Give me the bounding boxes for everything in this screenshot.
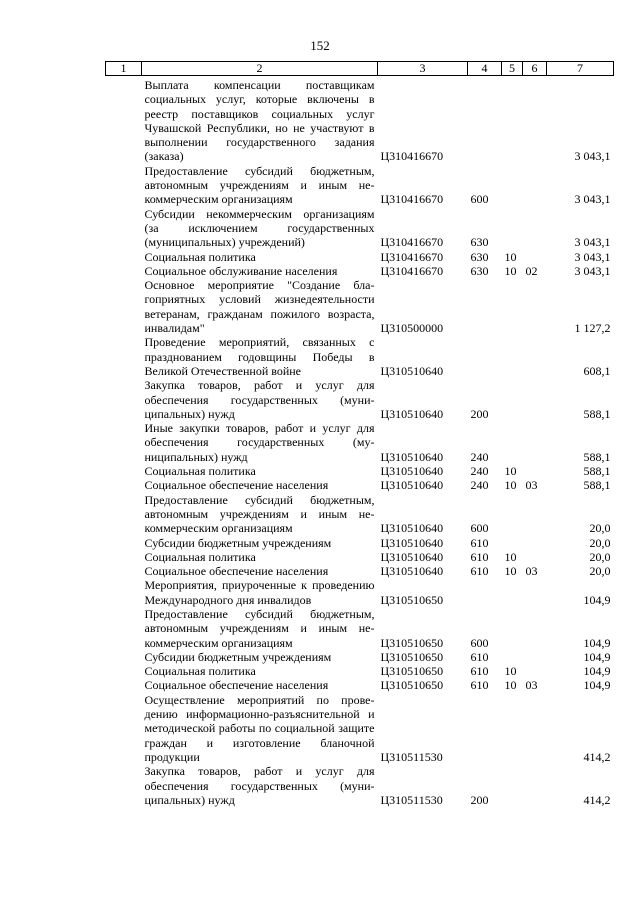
target-article-code: Ц310416670 (380, 149, 444, 164)
expense-type-code (468, 578, 502, 607)
table-row (106, 493, 614, 536)
table-row (106, 278, 614, 335)
target-article-code: Ц310510650 (380, 664, 444, 679)
table-row (106, 536, 614, 550)
item-name: Предоставление субсидий бюджетным, автономным учреждениям и иным некоммерческим организациям (144, 606, 375, 650)
table-row (106, 564, 614, 578)
target-article-code: Ц310511530 (380, 749, 443, 764)
expense-type-code: 200 (470, 406, 489, 421)
expense-type-code: 240 (470, 478, 489, 493)
target-article-code: Ц310510650 (380, 592, 444, 607)
table-row (106, 550, 614, 564)
amount: 20,0 (589, 521, 611, 536)
row-number-cell (106, 678, 142, 692)
target-article-code: Ц310500000 (380, 321, 444, 336)
row-number-cell (106, 693, 142, 764)
section-code (502, 207, 523, 250)
row-number-cell (106, 650, 142, 664)
column-number: 5 (502, 62, 523, 76)
page-number: 152 (310, 38, 330, 53)
target-article-code: Ц310416670 (380, 263, 444, 278)
expense-type-code: 610 (470, 549, 489, 564)
amount: 104,9 (583, 635, 611, 650)
item-name: Субсидии некоммерческим организациям (за исключением государственных (муниципальных) учреждений) (144, 206, 375, 250)
expense-type-code (468, 693, 502, 764)
subsection-code (523, 550, 547, 564)
item-name: Проведение мероприятий, связанных с празднованием годовщины Победы в Великой Отечественной войне (144, 335, 375, 378)
subsection-code (523, 693, 547, 764)
target-article-code: Ц310510640 (380, 464, 444, 479)
row-number-cell (106, 564, 142, 578)
table-row (106, 664, 614, 678)
item-name: Выплата компенсации поставщикам социальных услуг, которые включены в реестр поставщиков социальных услуг Чувашской Республики, но не участвуют в выполнении государственного задания (заказа) (144, 78, 375, 164)
section-code: 10 (504, 263, 517, 278)
expense-type-code: 630 (470, 235, 489, 250)
amount: 414,2 (583, 749, 611, 764)
section-code (502, 607, 523, 650)
item-name: Социальная политика (144, 664, 256, 679)
section-code (502, 335, 523, 378)
row-number-cell (106, 578, 142, 607)
subsection-code: 02 (525, 263, 538, 278)
table-row (106, 678, 614, 692)
section-code: 10 (504, 464, 517, 479)
subsection-code (523, 335, 547, 378)
subsection-code: 03 (525, 678, 538, 693)
expense-type-code: 600 (470, 521, 489, 536)
target-article-code: Ц310510640 (380, 521, 444, 536)
target-article-code: Ц310510640 (380, 564, 444, 579)
subsection-code (523, 278, 547, 335)
target-article-code: Ц310510640 (380, 363, 444, 378)
item-name: Субсидии бюджетным учреждениям (144, 535, 332, 550)
subsection-code (523, 650, 547, 664)
item-name: Мероприятия, приуроченные к проведению Международного дня инвалидов (144, 578, 375, 607)
table-row (106, 207, 614, 250)
item-name: Основное мероприятие "Создание благоприятных условий жизнедеятельности ветеранам, гражданам пожилого возраста, инвалидам" (144, 278, 375, 336)
item-name: Социальная политика (144, 464, 256, 479)
amount: 104,9 (583, 592, 611, 607)
item-name: Социальное обеспечение населения (144, 678, 329, 693)
table-row (106, 478, 614, 492)
section-code (502, 421, 523, 464)
target-article-code: Ц310510640 (380, 449, 444, 464)
expense-type-code (468, 76, 502, 164)
expense-type-code: 600 (470, 635, 489, 650)
item-name: Субсидии бюджетным учреждениям (144, 649, 332, 664)
section-code (502, 764, 523, 807)
subsection-code (523, 164, 547, 207)
section-code: 10 (504, 564, 517, 579)
expense-type-code: 610 (470, 664, 489, 679)
table-row (106, 764, 614, 807)
column-number: 2 (142, 62, 378, 76)
amount: 3 043,1 (574, 235, 611, 250)
table-row (106, 164, 614, 207)
target-article-code: Ц310510640 (380, 549, 444, 564)
item-name: Социальная политика (144, 549, 256, 564)
amount: 608,1 (583, 363, 611, 378)
amount: 20,0 (589, 535, 611, 550)
table-row (106, 335, 614, 378)
item-name: Иные закупки товаров, работ и услуг для обеспечения государственных (муниципальных) нужд (144, 421, 375, 464)
target-article-code: Ц310416670 (380, 249, 444, 264)
amount: 20,0 (589, 564, 611, 579)
item-name: Закупка товаров, работ и услуг для обеспечения государственных (муниципальных) нужд (144, 378, 375, 421)
subsection-code (523, 536, 547, 550)
target-article-code: Ц310510650 (380, 635, 444, 650)
table-row (106, 607, 614, 650)
row-number-cell (106, 378, 142, 421)
expense-type-code: 610 (470, 678, 489, 693)
section-code (502, 493, 523, 536)
item-name: Социальное обеспечение населения (144, 478, 329, 493)
expense-type-code (468, 278, 502, 335)
section-code: 10 (504, 549, 517, 564)
amount: 104,9 (583, 664, 611, 679)
row-number-cell (106, 664, 142, 678)
expense-type-code: 630 (470, 249, 489, 264)
section-code: 10 (504, 664, 517, 679)
expense-type-code: 630 (470, 263, 489, 278)
expense-type-code: 610 (470, 564, 489, 579)
section-code: 10 (504, 678, 517, 693)
item-name: Социальное обеспечение населения (144, 564, 329, 579)
section-code: 10 (504, 249, 517, 264)
section-code (502, 76, 523, 164)
amount: 1 127,2 (574, 321, 611, 336)
column-number: 4 (468, 62, 502, 76)
row-number-cell (106, 607, 142, 650)
table-row (106, 421, 614, 464)
table-row (106, 464, 614, 478)
table-row (106, 693, 614, 764)
subsection-code (523, 578, 547, 607)
expense-type-code: 240 (470, 464, 489, 479)
table-row (106, 264, 614, 278)
section-code (502, 164, 523, 207)
expense-type-code: 610 (470, 535, 489, 550)
row-number-cell (106, 421, 142, 464)
item-name: Предоставление субсидий бюджетным, автономным учреждениям и иным некоммерческим организациям (144, 492, 375, 536)
section-code (502, 693, 523, 764)
target-article-code: Ц310510640 (380, 406, 444, 421)
amount: 414,2 (583, 792, 611, 807)
expense-type-code (468, 335, 502, 378)
target-article-code: Ц310510650 (380, 678, 444, 693)
table-row (106, 378, 614, 421)
budget-table (105, 61, 614, 807)
subsection-code (523, 464, 547, 478)
subsection-code (523, 764, 547, 807)
subsection-code (523, 421, 547, 464)
expense-type-code: 200 (470, 792, 489, 807)
subsection-code (523, 378, 547, 421)
amount: 3 043,1 (574, 263, 611, 278)
column-number: 6 (523, 62, 547, 76)
section-code (502, 650, 523, 664)
subsection-code (523, 76, 547, 164)
row-number-cell (106, 536, 142, 550)
section-code (502, 578, 523, 607)
item-name: Осуществление мероприятий по проведению информационно-разъяснительной и методической работы по социальной защите граждан и изготовление бланочной продукции (144, 692, 375, 764)
target-article-code: Ц310511530 (380, 792, 443, 807)
budget-rows (106, 76, 614, 808)
section-code (502, 378, 523, 421)
target-article-code: Ц310510640 (380, 478, 444, 493)
column-number: 7 (547, 62, 614, 76)
section-code: 10 (504, 478, 517, 493)
amount: 588,1 (583, 464, 611, 479)
amount: 3 043,1 (574, 192, 611, 207)
row-number-cell (106, 76, 142, 164)
subsection-code: 03 (525, 478, 538, 493)
subsection-code (523, 207, 547, 250)
row-number-cell (106, 464, 142, 478)
subsection-code: 03 (525, 564, 538, 579)
expense-type-code: 600 (470, 192, 489, 207)
row-number-cell (106, 493, 142, 536)
subsection-code (523, 664, 547, 678)
amount: 588,1 (583, 406, 611, 421)
section-code (502, 536, 523, 550)
row-number-cell (106, 164, 142, 207)
amount: 3 043,1 (574, 249, 611, 264)
row-number-cell (106, 264, 142, 278)
item-name: Социальная политика (144, 249, 256, 264)
row-number-cell (106, 278, 142, 335)
section-code (502, 278, 523, 335)
table-row (106, 76, 614, 164)
amount: 588,1 (583, 478, 611, 493)
subsection-code (523, 493, 547, 536)
table-row (106, 578, 614, 607)
subsection-code (523, 607, 547, 650)
row-number-cell (106, 478, 142, 492)
row-number-cell (106, 207, 142, 250)
row-number-cell (106, 335, 142, 378)
row-number-cell (106, 250, 142, 264)
amount: 20,0 (589, 549, 611, 564)
row-number-cell (106, 550, 142, 564)
target-article-code: Ц310416670 (380, 192, 444, 207)
row-number-cell (106, 764, 142, 807)
item-name: Предоставление субсидий бюджетным, автономным учреждениям и иным некоммерческим организациям (144, 163, 375, 207)
column-number: 3 (378, 62, 468, 76)
amount: 588,1 (583, 449, 611, 464)
expense-type-code: 610 (470, 649, 489, 664)
table-row (106, 250, 614, 264)
column-number-row (106, 62, 614, 76)
target-article-code: Ц310510650 (380, 649, 444, 664)
target-article-code: Ц310416670 (380, 235, 444, 250)
amount: 104,9 (583, 678, 611, 693)
amount: 3 043,1 (574, 149, 611, 164)
table-row (106, 650, 614, 664)
amount: 104,9 (583, 649, 611, 664)
item-name: Социальное обслуживание населения (144, 263, 338, 278)
subsection-code (523, 250, 547, 264)
expense-type-code: 240 (470, 449, 489, 464)
target-article-code: Ц310510640 (380, 535, 444, 550)
column-number: 1 (106, 62, 142, 76)
item-name: Закупка товаров, работ и услуг для обеспечения государственных (муниципальных) нужд (144, 764, 375, 807)
